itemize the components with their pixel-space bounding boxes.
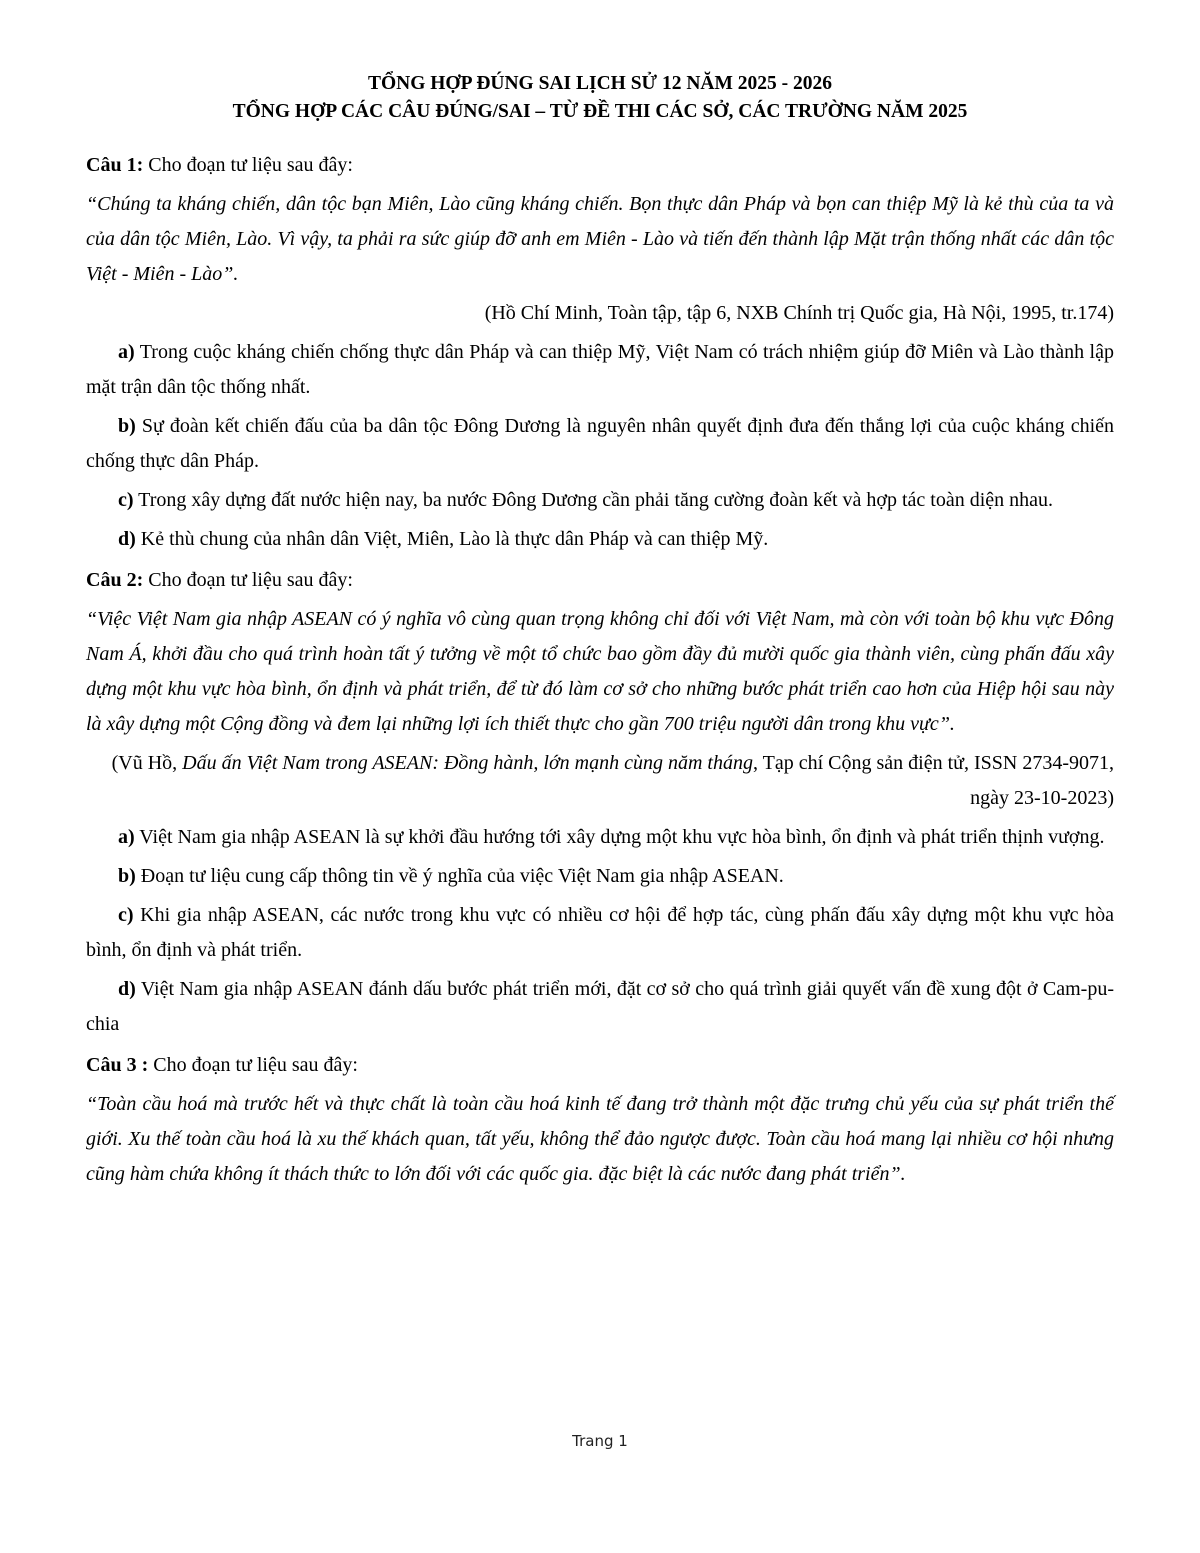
question-1-heading <box>86 148 1114 183</box>
option-label: b) <box>118 415 136 437</box>
option-text: Sự đoàn kết chiến đấu của ba dân tộc Đông Dương là nguyên nhân quyết định đưa đến thắng lợi của cuộc kháng chiến chống thực dân Pháp. <box>86 415 1114 472</box>
question-3-intro: Cho đoạn tư liệu sau đây: <box>148 1054 358 1076</box>
question-1-source: (Hồ Chí Minh, Toàn tập, tập 6, NXB Chính trị Quốc gia, Hà Nội, 1995, tr.174) <box>484 302 1114 324</box>
question-1-quote: “Chúng ta kháng chiến, dân tộc bạn Miên, Lào cũng kháng chiến. Bọn thực dân Pháp và bọn can thiệp Mỹ là kẻ thù của ta và của dân tộc Miên, Lào. Vì vậy, ta phải ra sức giúp đỡ anh em Miên - Lào và tiến đến thành lập Mặt trận thống nhất các dân tộc Việt - Miên - Lào”. <box>86 193 1114 285</box>
question-2-label: Câu 2: <box>86 569 144 591</box>
document-title-line2: TỔNG HỢP CÁC CÂU ĐÚNG/SAI – TỪ ĐỀ THI CÁC SỞ, CÁC TRƯỜNG NĂM 2025 <box>232 101 968 122</box>
document-body <box>86 70 1114 1196</box>
option-text: Trong xây dựng đất nước hiện nay, ba nước Đông Dương cần phải tăng cường đoàn kết và hợp tác toàn diện nhau. <box>133 489 1054 511</box>
option-label: b) <box>118 865 136 887</box>
option-label: d) <box>118 528 136 550</box>
question-2-option-a <box>86 820 1114 855</box>
question-2-intro: Cho đoạn tư liệu sau đây: <box>143 569 353 591</box>
question-2-option-b <box>86 859 1114 894</box>
question-1-label: Câu 1: <box>86 154 144 176</box>
option-label: d) <box>118 978 136 1000</box>
source-author: (Vũ Hồ, <box>111 752 183 774</box>
question-1-option-b <box>86 409 1114 479</box>
option-label: c) <box>118 489 134 511</box>
question-3-label: Câu 3 : <box>86 1054 149 1076</box>
option-text: Kẻ thù chung của nhân dân Việt, Miên, Lào là thực dân Pháp và can thiệp Mỹ. <box>135 528 769 550</box>
option-text: Việt Nam gia nhập ASEAN là sự khởi đầu hướng tới xây dựng một khu vực hòa bình, ổn định và phát triển thịnh vượng. <box>134 826 1105 848</box>
option-text: Khi gia nhập ASEAN, các nước trong khu vực có nhiều cơ hội để hợp tác, cùng phấn đấu xây dựng một khu vực hòa bình, ổn định và phát triển. <box>86 904 1114 961</box>
option-label: a) <box>118 826 135 848</box>
option-text: Trong cuộc kháng chiến chống thực dân Pháp và can thiệp Mỹ, Việt Nam có trách nhiệm giúp đỡ Miên và Lào thành lập mặt trận dân tộc thống nhất. <box>86 341 1114 398</box>
question-1-option-c <box>86 483 1114 518</box>
source-article-title: Dấu ấn Việt Nam trong ASEAN: Đồng hành, lớn mạnh cùng năm tháng <box>182 752 753 774</box>
question-2-quote: “Việc Việt Nam gia nhập ASEAN có ý nghĩa vô cùng quan trọng không chỉ đối với Việt Nam, mà còn với toàn bộ khu vực Đông Nam Á, khởi đầu cho quá trình hoàn tất ý tưởng về một tổ chức bao gồm đầy đủ mười quốc gia thành viên, cùng phấn đấu xây dựng một khu vực hòa bình, ổn định và phát triển, để từ đó làm cơ sở cho những bước phát triển cao hơn của Hiệp hội sau này là xây dựng một Cộng đồng và đem lại những lợi ích thiết thực cho gần 700 triệu người dân trong khu vực”. <box>86 608 1114 735</box>
question-2-option-d <box>86 972 1114 1042</box>
source-publication: , Tạp chí Cộng sản điện tử, ISSN 2734-9071, ngày 23-10-2023) <box>752 752 1114 809</box>
question-2-source <box>86 746 1114 816</box>
option-text: Đoạn tư liệu cung cấp thông tin về ý nghĩa của việc Việt Nam gia nhập ASEAN. <box>135 865 784 887</box>
page-number: Trang 1 <box>572 1432 628 1450</box>
option-label: a) <box>118 341 135 363</box>
document-title-line1: TỔNG HỢP ĐÚNG SAI LỊCH SỬ 12 NĂM 2025 - 2026 <box>367 73 833 94</box>
question-2-heading <box>86 563 1114 598</box>
option-label: c) <box>118 904 134 926</box>
question-3-heading <box>86 1048 1114 1083</box>
question-1-intro: Cho đoạn tư liệu sau đây: <box>143 154 353 176</box>
question-2-option-c <box>86 898 1114 968</box>
question-1-option-a <box>86 335 1114 405</box>
question-1-option-d <box>86 522 1114 557</box>
option-text: Việt Nam gia nhập ASEAN đánh dấu bước phát triển mới, đặt cơ sở cho quá trình giải quyết vấn đề xung đột ở Cam-pu-chia <box>86 978 1114 1035</box>
question-3-quote: “Toàn cầu hoá mà trước hết và thực chất là toàn cầu hoá kinh tế đang trở thành một đặc trưng chủ yếu của sự phát triển thế giới. Xu thế toàn cầu hoá là xu thế khách quan, tất yếu, không thể đảo ngược được. Toàn cầu hoá mang lại nhiều cơ hội nhưng cũng hàm chứa không ít thách thức to lớn đối với các quốc gia. đặc biệt là các nước đang phát triển”. <box>86 1093 1114 1185</box>
